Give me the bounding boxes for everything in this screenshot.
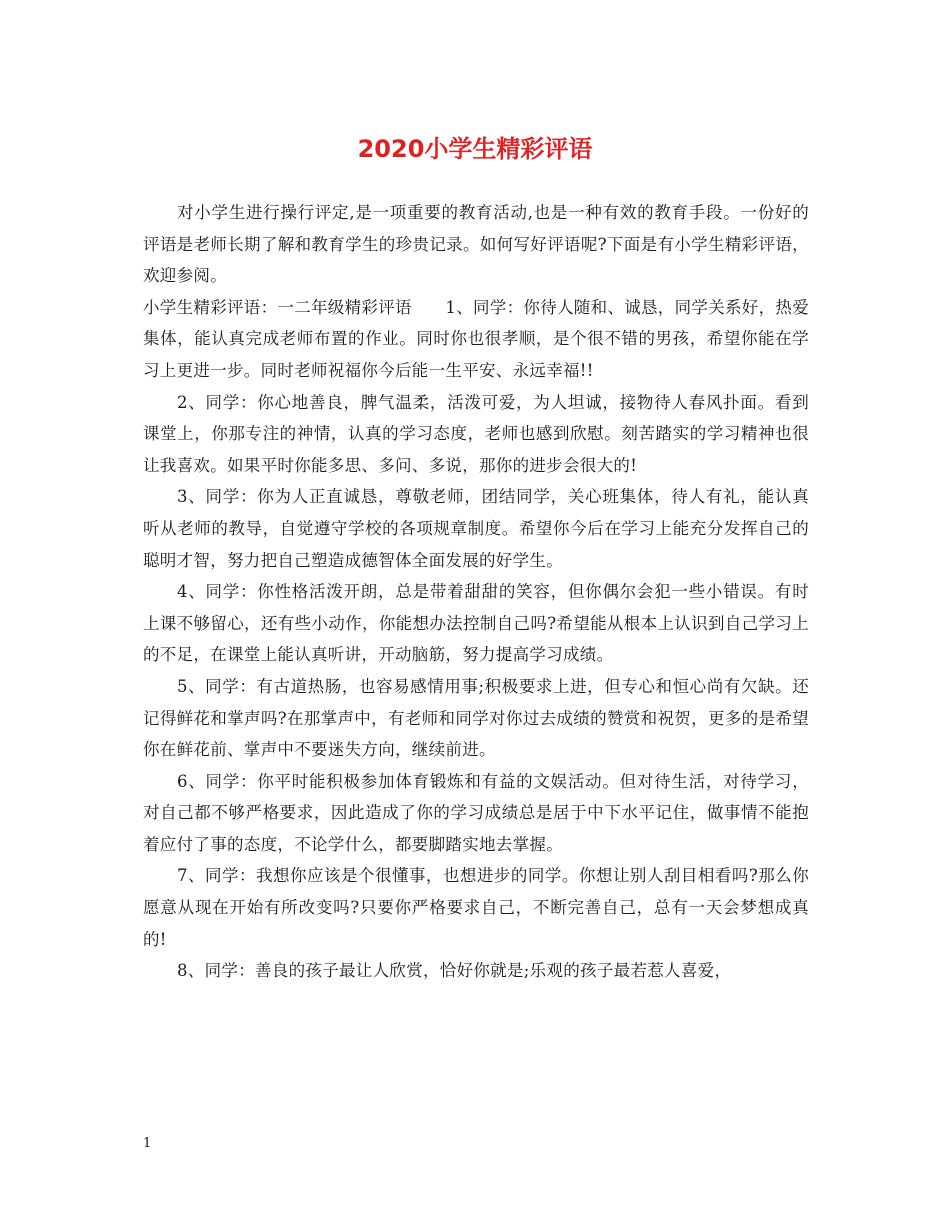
- paragraph: 小学生精彩评语：一二年级精彩评语 1、同学：你待人随和、诚恳，同学关系好，热爱集体，能认真完成老师布置的作业。同时你也很孝顺，是个很不错的男孩，希望你能在学习上更进一步。同时老师祝福你今后能一生平安、永远幸福!!: [143, 297, 809, 380]
- document-body: [143, 197, 809, 987]
- paragraph: 5、同学：有古道热肠，也容易感情用事;积极要求上进，但专心和恒心尚有欠缺。还记得鲜花和掌声吗?在那掌声中，有老师和同学对你过去成绩的赞赏和祝贺，更多的是希望你在鲜花前、掌声中不要迷失方向，继续前进。: [143, 676, 809, 760]
- paragraph: 8、同学：善良的孩子最让人欣赏，恰好你就是;乐观的孩子最若惹人喜爱，: [177, 961, 732, 981]
- paragraph: 7、同学：我想你应该是个很懂事，也想进步的同学。你想让别人刮目相看吗?那么你愿意从现在开始有所改变吗?只要你严格要求自己，不断完善自己，总有一天会梦想成真的!: [143, 866, 809, 949]
- paragraph: 6、同学：你平时能积极参加体育锻炼和有益的文娱活动。但对待生活，对待学习，对自己都不够严格要求，因此造成了你的学习成绩总是居于中下水平记住，做事情不能抱着应付了事的态度，不论学什么，都要脚踏实地去掌握。: [143, 771, 809, 854]
- paragraph: 2、同学：你心地善良，脾气温柔，活泼可爱，为人坦诚，接物待人春风扑面。看到课堂上，你那专注的神情，认真的学习态度，老师也感到欣慰。刻苦踏实的学习精神也很让我喜欢。如果平时你能多思、多问、多说，那你的进步会很大的!: [143, 392, 809, 475]
- page-number: 1: [143, 1136, 152, 1151]
- paragraph: 3、同学：你为人正直诚恳，尊敬老师，团结同学，关心班集体，待人有礼，能认真听从老师的教导，自觉遵守学校的各项规章制度。希望你今后在学习上能充分发挥自己的聪明才智，努力把自己塑造成德智体全面发展的好学生。: [143, 487, 809, 570]
- paragraph: 4、同学：你性格活泼开朗，总是带着甜甜的笑容，但你偶尔会犯一些小错误。有时上课不够留心，还有些小动作，你能想办法控制自己吗?希望能从根本上认识到自己学习上的不足，在课堂上能认真听讲，开动脑筋，努力提高学习成绩。: [143, 582, 809, 665]
- document-title: 2020小学生精彩评语: [357, 135, 593, 163]
- paragraph: 对小学生进行操行评定,是一项重要的教育活动,也是一种有效的教育手段。一份好的评语是老师长期了解和教育学生的珍贵记录。如何写好评语呢?下面是有小学生精彩评语，欢迎参阅。: [143, 203, 809, 286]
